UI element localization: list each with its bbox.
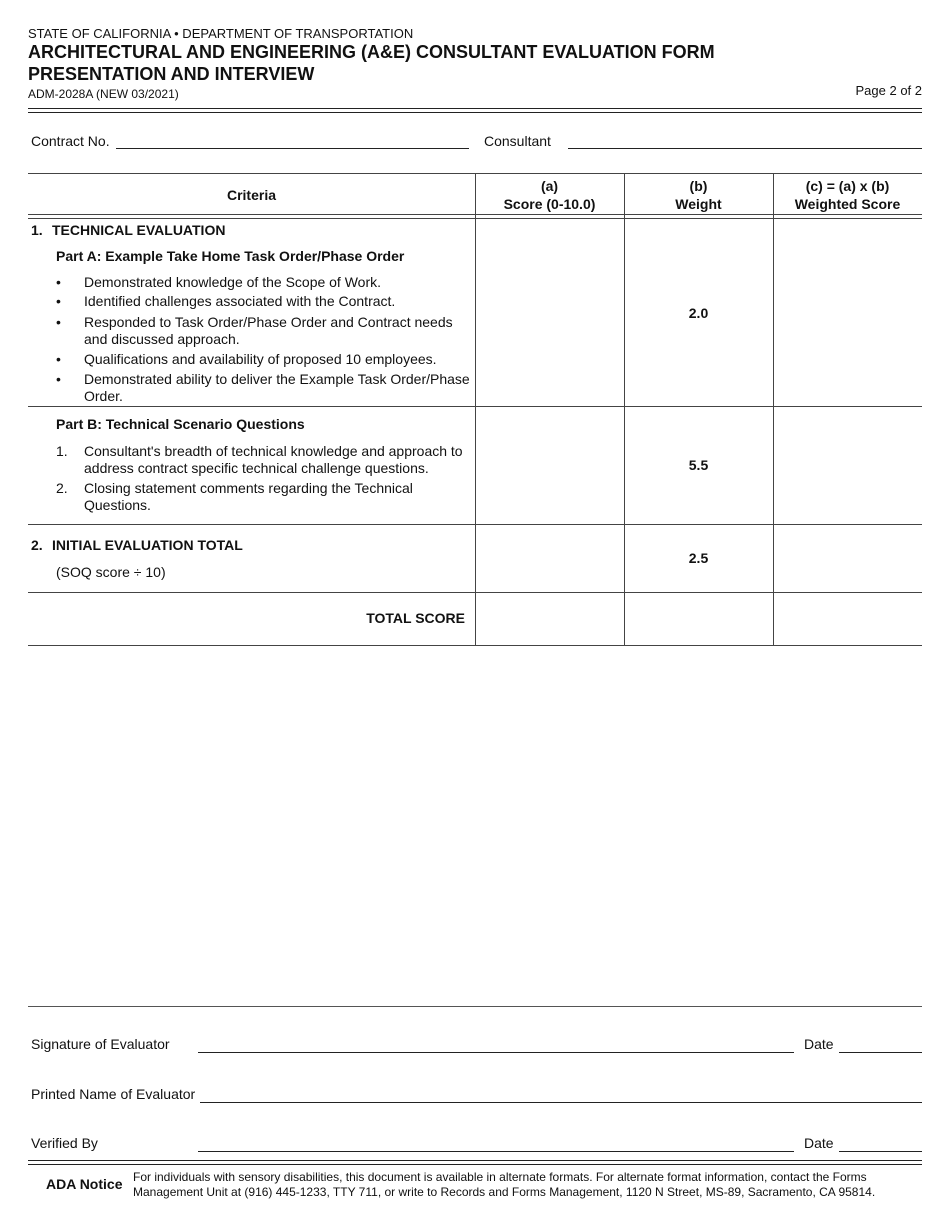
signature-field[interactable] [198, 1052, 794, 1053]
part-b-item-2-cont: Questions. [84, 497, 151, 513]
consultant-label: Consultant [484, 133, 551, 149]
total-weight-cell[interactable] [625, 593, 772, 644]
part-b-item-1-num: 1. [56, 443, 68, 459]
verified-by-label: Verified By [31, 1135, 98, 1151]
section2-number: 2. [31, 537, 43, 553]
part-a-score-cell[interactable] [476, 220, 623, 405]
part-a-title: Part A: Example Take Home Task Order/Phase Order [56, 248, 405, 264]
bullet-icon: • [56, 274, 61, 290]
section1-number: 1. [31, 222, 43, 238]
section2-subtitle: (SOQ score ÷ 10) [56, 564, 166, 580]
section2-weighted-score-cell[interactable] [774, 525, 921, 591]
bullet-icon: • [56, 314, 61, 330]
signature-section-rule [28, 1006, 922, 1007]
col-header-weighted-score: (c) = (a) x (b) Weighted Score [794, 178, 901, 212]
contract-no-field[interactable] [116, 148, 469, 149]
part-a-item-3-cont: and discussed approach. [84, 331, 240, 347]
part-a-weight: 2.0 [688, 305, 709, 321]
footer-rule [28, 1160, 922, 1165]
part-a-item-2: Identified challenges associated with the Contract. [84, 293, 396, 309]
part-b-title: Part B: Technical Scenario Questions [56, 416, 305, 432]
form-header [28, 26, 922, 102]
bullet-icon: • [56, 371, 61, 387]
ada-notice-text: For individuals with sensory disabilities, this document is available in alternate formats. For alternate format information, contact the Forms Management Unit at (916) 445-1233, TTY 711, or write to Records and Forms Management, 1120 N Street, MS-89, Sacramento, CA 95814. [133, 1170, 876, 1199]
printed-name-field[interactable] [200, 1102, 922, 1103]
section2-weight: 2.5 [688, 550, 709, 566]
part-b-item-2: Closing statement comments regarding the Technical [84, 480, 413, 496]
section1-title: TECHNICAL EVALUATION [52, 222, 226, 238]
ada-notice-label: ADA Notice [46, 1176, 123, 1192]
total-score-cell[interactable] [476, 593, 623, 644]
bullet-icon: • [56, 293, 61, 309]
col-divider-2 [624, 173, 625, 645]
contract-no-label: Contract No. [31, 133, 110, 149]
signature-label: Signature of Evaluator [31, 1036, 170, 1052]
printed-name-label: Printed Name of Evaluator [31, 1086, 196, 1102]
col-header-criteria: Criteria [226, 187, 277, 203]
col-header-score: (a) Score (0-10.0) [503, 178, 596, 212]
part-b-score-cell[interactable] [476, 407, 623, 523]
agency-name: STATE OF CALIFORNIA • DEPARTMENT OF TRANSPORTATION [28, 26, 414, 41]
verified-by-field[interactable] [198, 1151, 794, 1152]
total-score-label: TOTAL SCORE [366, 610, 465, 626]
part-b-item-1: Consultant's breadth of technical knowledge and approach to [84, 443, 463, 459]
date2-field[interactable] [839, 1151, 922, 1152]
part-a-weighted-score-cell[interactable] [774, 220, 921, 405]
part-a-item-5-cont: Order. [84, 388, 123, 404]
part-b-item-1-cont: address contract specific technical challenge questions. [84, 460, 429, 476]
form-title-line2: PRESENTATION AND INTERVIEW [28, 64, 315, 84]
date-field[interactable] [839, 1052, 922, 1053]
date-label: Date [804, 1036, 834, 1052]
page-number: Page 2 of 2 [855, 83, 922, 98]
part-b-item-2-num: 2. [56, 480, 68, 496]
section2-title: INITIAL EVALUATION TOTAL [52, 537, 243, 553]
part-a-item-5: Demonstrated ability to deliver the Example Task Order/Phase [84, 371, 470, 387]
part-b-weighted-score-cell[interactable] [774, 407, 921, 523]
consultant-field[interactable] [568, 148, 922, 149]
section2-score-cell[interactable] [476, 525, 623, 591]
part-a-item-1: Demonstrated knowledge of the Scope of Work. [84, 274, 382, 290]
form-title-line1: ARCHITECTURAL AND ENGINEERING (A&E) CONSULTANT EVALUATION FORM [28, 42, 715, 62]
table-bottom-rule [28, 645, 922, 646]
bullet-icon: • [56, 351, 61, 367]
part-b-weight: 5.5 [688, 457, 709, 473]
date2-label: Date [804, 1135, 834, 1151]
total-weighted-score-cell[interactable] [774, 593, 921, 644]
col-header-weight: (b) Weight [675, 178, 722, 212]
part-a-item-4: Qualifications and availability of proposed 10 employees. [84, 351, 437, 367]
header-rule [28, 108, 922, 113]
form-number: ADM-2028A (NEW 03/2021) [28, 87, 179, 101]
part-a-item-3: Responded to Task Order/Phase Order and Contract needs [84, 314, 453, 330]
